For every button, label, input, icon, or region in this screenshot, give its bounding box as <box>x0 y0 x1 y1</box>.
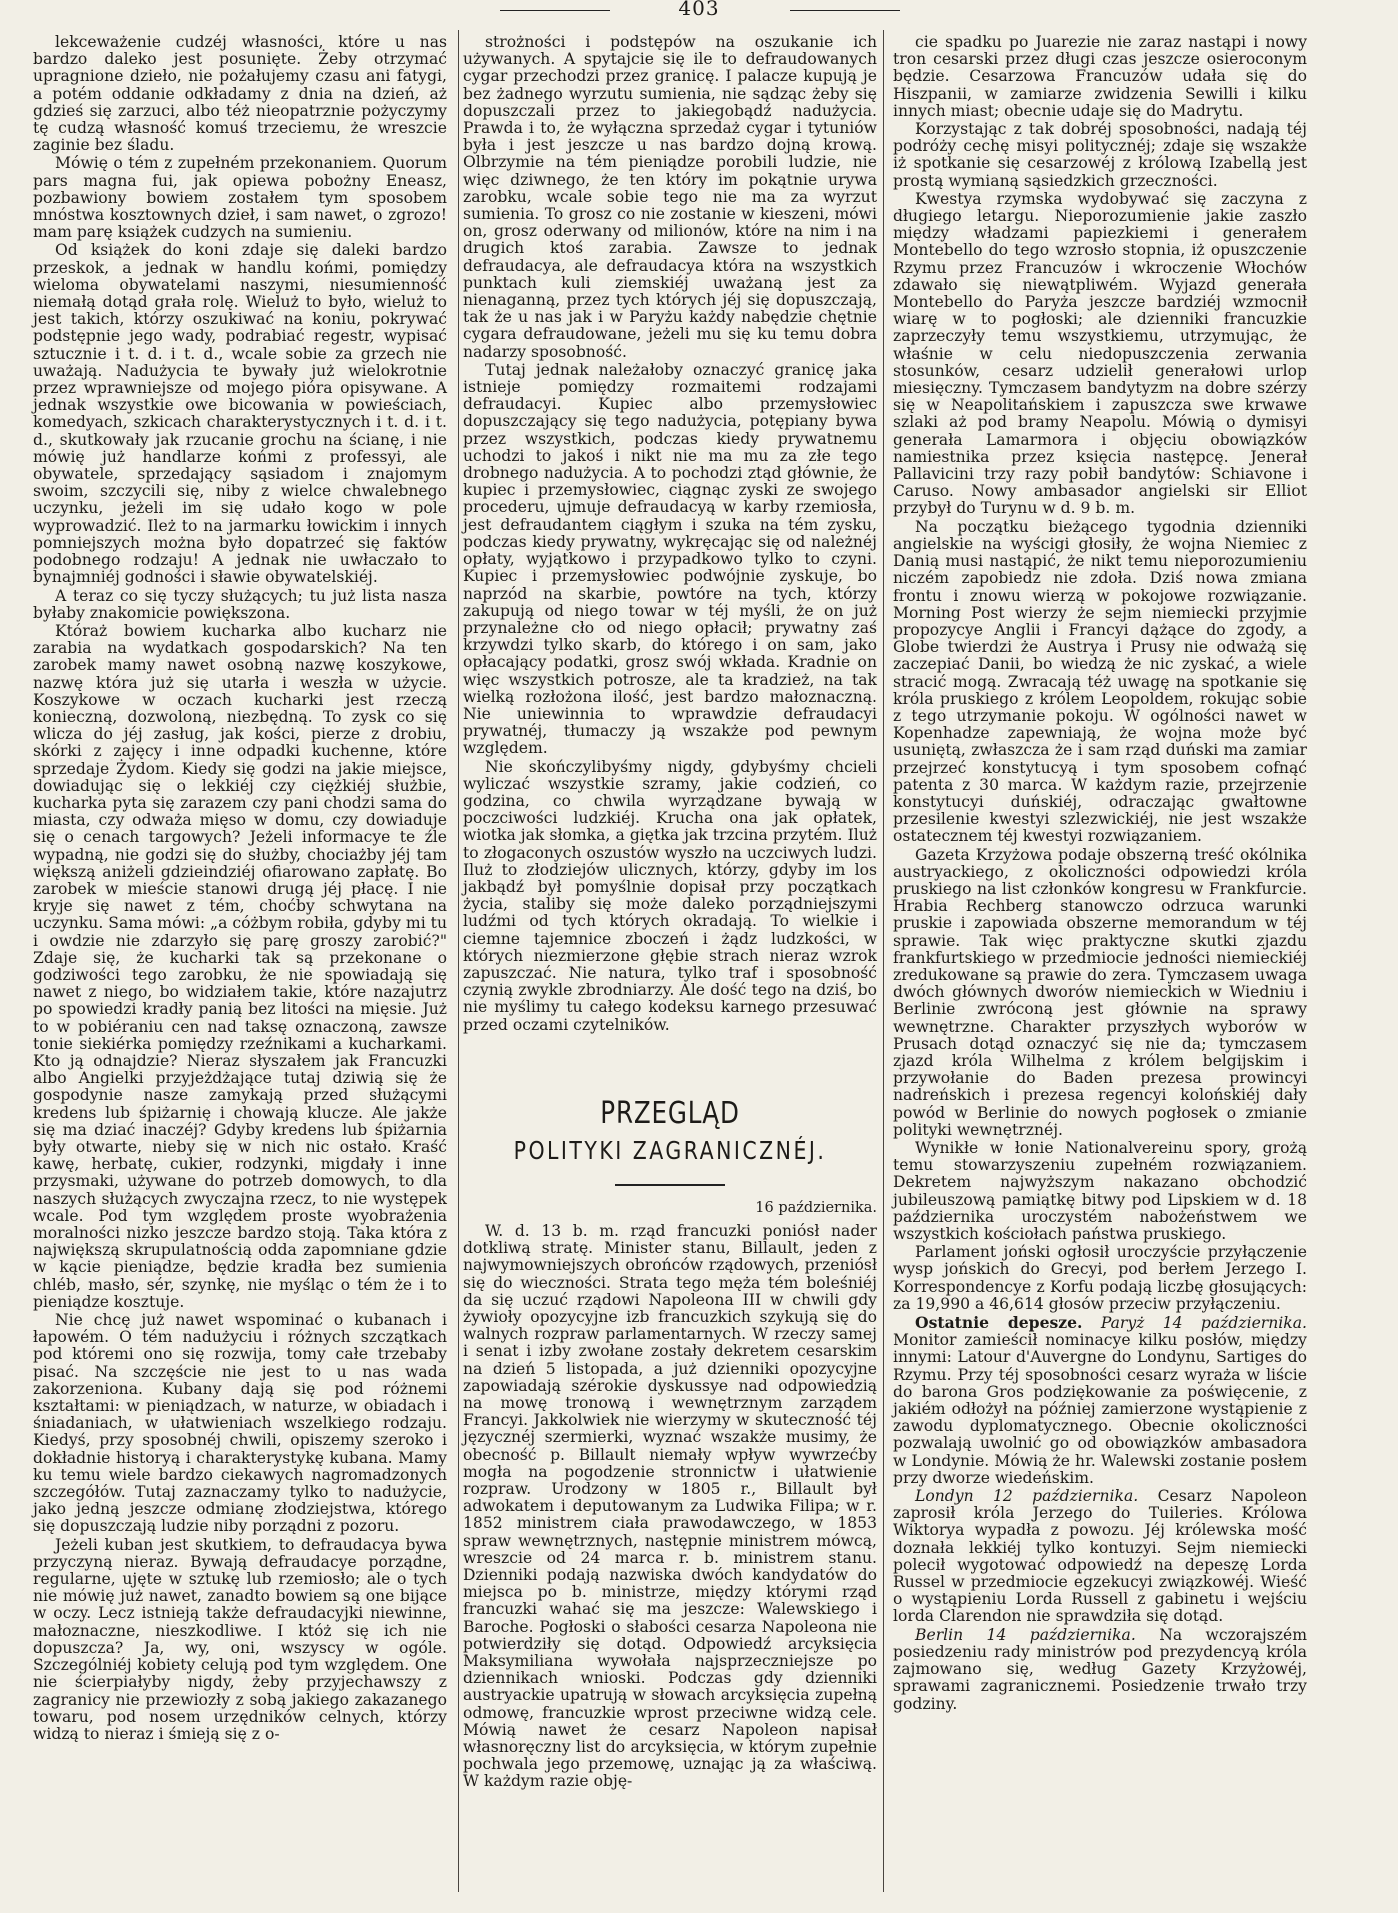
dispatches-heading: Ostatnie depesze. <box>915 1313 1083 1333</box>
paragraph: Któraż bowiem kucharka albo kucharz nie zarabia na wydatkach gospodarskich? Na ten zarobek mamy nawet osobną nazwę koszykowe, nazwę która już się utarła i weszła w użycie. Koszykowe w oczach kucharki jest rzeczą konieczną, dozwoloną, niezbędną. To zysk co się wlicza do jéj zasług, jak kości, pierze z drobiu, skórki z zajęcy i inne odpadki kuchenne, które sprzedaje Żydom. Kiedy się godzi na jakie miejsce, dowiadując się o lekkiéj czy ciężkiéj służbie, kucharka pyta się zarazem czy pani chodzi sama do miasta, czy odważa mięso w domu, czy dowiaduje się o cenach targowych? Jeżeli informacye te źle wypadną, nie godzi się do służby, chociażby jéj tam większą aniżeli gdzieindziéj ofiarowano zapłatę. Bo zarobek w mieście stanowi drugą jéj płacę. I nie kryje się nawet z tém, choćby schwytana na uczynku. Sama mówi: „a cóżbym robiła, gdyby mi tu i owdzie nie zdarzyło się parę groszy zarobić?" Zdaje się, że kucharki tak są przekonane o godziwości tego zarobku, że nie spowiadają się nawet z niego, bo widziałem takie, które nazajutrz po spowiedzi kradły panią bez litości na mięsie. Już to w pobiéraniu cen nad taksę oznaczoną, zawsze tonie siekiérka pomiędzy rzeźnikami a kucharkami. Kto ją odnajdzie? Nieraz słyszałem jak Francuzki albo Angielki przyjeżdżające tutaj dziwią się że gospodynie nasze zamykają przed służącymi kredens lub śpiżarnię i chowają klucze. Ale jakże się ma dziać inaczéj? Gdyby kredens lub śpiżarnia były otwarte, nieby się w nich nic ostało. Kraść kawę, herbatę, cukier, rodzynki, migdały i inne przysmaki, używane do potrzeb domowych, to dla naszych służących zwyczajna rzecz, to nie występek wcale. Pod tym względem proste wyobrażenia moralności nizko jeszcze bardzo stoją. Taka która z największą skrupulatnością odda zapomniane gdzie w kącie pieniądze, będzie kradła bez sumienia chléb, masło, sér, szynkę, nie myśląc o tém że i to pieniądze kosztuje. <box>33 621 447 1311</box>
paragraph: Jeżeli kuban jest skutkiem, to defraudacya bywa przyczyną nieraz. Bywają defraudacye porządne, regularne, ujęte w sztukę lub rzemiosło; ale o tych nie mówię już nawet, zanadto bowiem są one bijące w oczy. Lecz istnieją także defraudacyjki niewinne, małoznaczne, nieszkodliwe. I któż się ich nie dopuszcza? Ja, wy, oni, wszyscy w ogóle. Szczególniéj kobiety celują pod tym względem. One nie ścierpiałyby nigdy, żeby przyjechawszy z zagranicy nie przewiozły z sobą jakiego zakazanego towaru, pod nosem urzędników celnych, którzy widzą to nieraz i śmieją się z o- <box>33 1535 447 1743</box>
paragraph: Na początku bieżącego tygodnia dzienniki angielskie na wyścigi głosiły, że wojna Niemiec z Danią musi nastąpić, że nikt temu nieporozumieniu niczém zapobiedz nie zdoła. Dziś nowa zmiana frontu i znowu wierzą w pokojowe rozwiązanie. Morning Post wierzy że sejm niemiecki przyjmie propozycye Anglii i Francyi dążące do zgody, a Globe twierdzi że Austrya i Prusy nie odważą się zaczepiać Danii, bo wiedzą że nic zyskać, a wiele stracić mogą. Zwracają téż uwagę na spotkanie się króla pruskiego z królem Leopoldem, rokując sobie z tego utrzymanie pokoju. W ogólności nawet w Kopenhadze zapewniają, że wojna może być usuniętą, zwłaszcza że i sam rząd duński ma zamiar przejrzeć konstytucyą i tym sposobem cofnąć patenta z 30 marca. W każdym razie, przejrzenie konstytucyi duńskiéj, odraczając gwałtowne przesilenie kwestyi szlezwickiéj, nie jest wszakże ostatecznem téj kwestyi rozwiązaniem. <box>893 517 1307 846</box>
section-heading <box>463 1094 877 1186</box>
paragraph: Wynikłe w łonie Nationalvereinu spory, grożą temu stowarzyszeniu zupełném rozwiązaniem. Dekretem najwyższym nakazano obchodzić jubileuszową pamiątkę bitwy pod Lipskiem w d. 18 października uroczystém nabożeństwem we wszystkich kościołach państwa pruskiego. <box>893 1139 1307 1244</box>
paragraph: Korzystając z tak dobréj sposobności, nadają téj podróży cechę misyi politycznéj; zdaje się wszakże iż spotkanie się cesarzowéj z królową Izabellą jest prostą wymianą sąsiedzkich grzeczności. <box>893 120 1307 190</box>
paragraph: Mówię o tém z zupełném przekonaniem. Quorum pars magna fui, jak opiewa pobożny Eneasz, pozbawiony bowiem zostałem tym sposobem mnóstwa kosztownych dzieł, i sam nawet, o zgrozo! mam parę książek cudzych na sumieniu. <box>33 154 447 242</box>
column-separator-1 <box>458 30 459 1892</box>
paragraph: Nie skończylibyśmy nigdy, gdybyśmy chcieli wyliczać wszystkie szramy, jakie codzień, co godzina, co chwila wyrządzane bywają w poczciwości ludzkiéj. Krucha ona jak opłatek, wiotka jak słomka, a giętka jak trzcina przytém. Iluż to złogaconych oszustów wyszło na uczciwych ludzi. Iluż to złodziejów ulicznych, którzy, gdyby im los jakbądź był pomyślnie dopisał przy początkach życia, staliby się może daleko porządniejszymi ludźmi od tych których okradają. To wielkie i ciemne tajemnice zboczeń i żądz ludzkości, w których niezmierzone głębie strach nieraz wzrok zapuszczać. Nie natura, tylko traf i sposobność czynią zwykle zbrodniarzy. Ale dość tego na dziś, bo nie myślimy tu całego kodeksu karnego przesuwać przed oczami czytelników. <box>463 757 877 1034</box>
paragraph: Nie chcę już nawet wspominać o kubanach i łapowém. O tém nadużyciu i różnych szczątkach pod któremi ono się rozwija, tomy całe trzebaby pisać. Na szczęście nie jest to u nas wada zakorzeniona. Kubany dają się pod różnemi kształtami: w pieniądzach, w naturze, w obiadach i śniadaniach, w ułatwieniach wszelkiego rodzaju. Kiedyś, przy sposobnéj chwili, opiszemy szeroko i dokładnie historyą i charakterystykę kubana. Mamy ku temu wiele bardzo ciekawych nagromadzonych szczegółów. Tutaj zaznaczamy tylko to nadużycie, jako jedną jeszcze odmianę złodziejstwa, którego się dopuszczają ludzie niby porządni z pozoru. <box>33 1311 447 1536</box>
dispatch-berlin-text: Na wczorajszém posiedzeniu rady ministrów pod prezydencyą króla zajmowano się, według Gazety Krzyżowéj, sprawami zagranicznemi. Posiedzenie trwało trzy godziny. <box>893 1625 1307 1713</box>
dispatch-london-dateline: Londyn 12 października. <box>915 1487 1139 1506</box>
column-1 <box>33 34 447 1744</box>
paragraph: Parlament joński ogłosił uroczyście przyłączenie wysp jońskich do Grecyi, pod berłem Jerzego I. Korrespondencye z Korfu podają liczbę głosujących: za 19,990 a 46,614 głosów przeciw przyłączeniu. <box>893 1243 1307 1313</box>
dispatch-paris-text: Monitor zamieścił nominacye kilku posłów, między innymi: Latour d'Auvergne do Londynu, Sartiges do Rzymu. Przy téj sposobności cesarz wyraża w liście do barona Gros podziękowanie za poświęcenie, z jakiém odłożył na później zamierzone wystąpienie z zawodu dyplomatycznego. Obecnie okoliczności pozwalają uwolnić go od obowiązków ambasadora w Londynie. Mówią że hr. Walewski zostanie posłem przy dworze wiedeńskim. <box>893 1331 1307 1487</box>
dispatch-paris-dateline: Paryż 14 października. <box>1100 1314 1307 1333</box>
page-number: 403 <box>678 0 720 20</box>
column-2 <box>463 34 877 1792</box>
paragraph: W. d. 13 b. m. rząd francuzki poniósł nader dotkliwą stratę. Minister stanu, Billault, jeden z najwymowniejszych obrońców rządowych, przeniósł się do wieczności. Strata tego męża tém boleśniéj da się uczuć rządowi Napoleona III w chwili gdy żywioły opozycyjne izb francuzkich szykują się do walnych rozpraw parlamentarnych. W rzeczy samej i senat i izby zwołane zostały dekretem cesarskim na dzień 5 listopada, a już dzienniki opozycyjne zapowiadają szérokie dyskussye nad odpowiedzią na mowę tronową i wewnętrznym zarządem Francyi. Jakkolwiek nie wierzymy w skuteczność téj języcznéj szermierki, wyznać wszakże musimy, że obecność p. Billault niemały wpływ wywrzećby mogła na pogodzenie stronnictw i ułatwienie rozpraw. Urodzony w 1805 r., Billault był adwokatem i deputowanym za Ludwika Filipa; w r. 1852 ministrem ciała prawodawczego, w 1853 spraw wewnętrznych, następnie ministrem mówcą, wreszcie od 24 marca r. b. ministrem stanu. Dzienniki podają nazwiska dwóch kandydatów do miejsca po b. ministrze, między którymi rząd francuzki wahać się ma jeszcze: Walewskiego i Baroche. Pogłoski o słabości cesarza Napoleona nie potwierdziły się dotąd. Odpowiedź arcyksięcia Maksymiliana wywołała najsprzeczniejsze po dziennikach wnioski. Podczas gdy dzienniki austryackie upatrują w słowach arcyksięcia zupełną odmowę, francuzkie wprost przeciwne widzą cele. Mówią nawet że cesarz Napoleon napisał własnoręczny list do arcyksięcia, w którym zupełnie pochwala jego przemowę, uznając ją za właściwą. W każdym razie obję- <box>463 1221 877 1791</box>
column-2-essay <box>463 34 877 1034</box>
paragraph: A teraz co się tyczy służących; tu już lista nasza byłaby znakomicie powiększona. <box>33 586 447 622</box>
section-rule <box>615 1184 725 1186</box>
paragraph: lekceważenie cudzéj własności, które u nas bardzo daleko jest posunięte. Żeby otrzymać upragnione dzieło, nie pożałujemy czasu ani fatygi, a potém oddanie odkładamy z dnia na dzień, aż gdzieś się zarzuci, albo téż nieopatrznie pożyczymy tę cudzą własność komuś trzeciemu, że wreszcie zaginie bez śladu. <box>33 33 447 155</box>
page-number-rule-right <box>790 10 900 11</box>
dispatch-berlin-dateline: Berlin 14 października. <box>915 1625 1136 1644</box>
column-3 <box>893 34 1307 1714</box>
dispatch-london <box>893 1488 1307 1626</box>
dispatch-london-text: Cesarz Napoleon zaprosił króla Jerzego do Tuileries. Królowa Wiktorya wypadła z powozu. Jéj królewska mość doznała lekkiéj tylko kontuzyi. Sejm niemiecki polecił wygotować odpowiedź na depeszę Lorda Russel w przedmiocie egzekucyi związkowéj. Wieść o wystąpieniu Lorda Russell z gabinetu i wejściu lorda Clarendon nie sprawdziła się dotąd. <box>893 1487 1307 1626</box>
column-3-politics <box>893 34 1307 1313</box>
dispatch-paris <box>893 1314 1307 1487</box>
dispatch-berlin <box>893 1627 1307 1713</box>
section-title-line2: POLITYKI ZAGRANICZNÉJ. <box>513 1135 827 1165</box>
paragraph: Kwestya rzymska wydobywać się zaczyna z długiego letargu. Nieporozumienie jakie zaszło między władzami papiezkiemi i generałem Montebello do tego wzrosło stopnia, iż opuszczenie Rzymu przez Francuzów i wkroczenie Włochów zdawało się niewątpliwém. Wyjazd generała Montebello do Paryża jeszcze bardziéj wzmocnił wiarę w to pogłoski; ale dzienniki francuzkie zaprzeczyły temu wszystkiemu, utrzymując, że właśnie w celu niedopuszczenia zerwania stosunków, cesarz udzielił generałowi urlop miesięczny. Tymczasem bandytyzm na dobre szérzy się w Neapolitańskiem i zapuszcza swe krwawe szlaki aż pod bramy Neapolu. Mówią o dymisyi generała Lamarmora i objęciu obowiązków namiestnika przez księcia następcę. Jenerał Pallavicini trzy razy pobił bandytów: Schiavone i Caruso. Nowy ambasador angielski sir Elliot przybył do Turynu w d. 9 b. m. <box>893 189 1307 518</box>
section-dateline: 16 października. <box>755 1199 877 1216</box>
paragraph: Gazeta Krzyżowa podaje obszerną treść okólnika austryackiego, z okoliczności odpowiedzi króla pruskiego na list członków kongresu w Frankfurcie. Hrabia Rechberg stanowczo odrzuca warunki pruskie i zapowiada obszerne memorandum w téj sprawie. Tak więc praktyczne skutki zjazdu frankfurtskiego w przedmiocie jedności niemieckiéj zredukowane są prawie do zera. Tymczasem uwaga dwóch głównych dworów niemieckich w Wiedniu i Berlinie zwróconą jest głównie na sprawy wewnętrzne. Charakter przyszłych wyborów w Prusach dotąd oznaczyć się nie da; tymczasem zjazd króla Wilhelma z królem belgijskim i przywołanie do Baden prezesa prowincyi nadreńskich i prezesa regencyi kolońskiéj dały powód w Berlinie do nowych pogłosek o zmianie polityki wewnętrznéj. <box>893 845 1307 1139</box>
paragraph: strożności i podstępów na oszukanie ich używanych. A spytajcie się ile to defraudowanych cygar przechodzi przez granicę. I palacze kupują je bez żadnego wyrzutu sumienia, nie sądząc żeby się dopuszczali przez to jakiegobądź nadużycia. Prawda i to, że wyłączna sprzedaż cygar i tytuniów była i jest jeszcze u nas bardzo dojną krową. Olbrzymie na tém pieniądze porobili ludzie, nie więc dziwnego, że ten który im pokątnie urywa zarobku, wcale sobie tego nie ma za wyrzut sumienia. To grosz co nie zostanie w kieszeni, mówi on, grosz oderwany od milionów, które na nim i na drugich ktoś zarabia. Zawsze to jednak defraudacya, ale defraudacya która na wszystkich punktach kuli ziemskiéj uważaną jest za nienaganną, przez tych których jéj się dopuszczają, tak że u nas jak i w Paryżu każdy nabędzie chętnie cygara defraudowane, jeżeli mu się ku temu dobra nadarzy sposobność. <box>463 33 877 361</box>
column-2-politics <box>463 1223 877 1791</box>
column-separator-2 <box>883 30 884 1892</box>
paragraph: Od książek do koni zdaje się daleki bardzo przeskok, a jednak w handlu końmi, pomiędzy wieloma obywatelami naszymi, niesumienność niemałą dotąd grała rolę. Wieluż to było, wieluż to jest takich, którzy oszukiwać na koniu, pokrywać podstępnie jego wady, podrabiać regestr, wypisać sztucznie i t. d. i t. d., wcale sobie za grzech nie uważają. Nadużycia te bywały już wielokrotnie przez wprawniejsze od mojego pióra opisywane. A jednak wszystkie owe bicowania w powieściach, komedyach, szkicach charakterystycznych i t. d. i t. d., skutkowały jak rzucanie grochu na ścianę, i nie mówię już handlarze końmi z professyi, ale obywatele, sprzedający sąsiadom i znajomym swoim, szczycili się, niby z wielce chwalebnego uczynku, jeżeli im się udało kogo w pole wyprowadzić. Ileż to na jarmarku łowickim i innych pomniejszych można było dopatrzeć się faktów podobnego rodzaju! A jednak nie uwłaczało to bynajmniéj godności i sławie obywatelskiéj. <box>33 241 447 587</box>
paragraph: cie spadku po Juarezie nie zaraz nastąpi i nowy tron cesarski przez długi czas jeszcze osieroconym będzie. Cesarzowa Francuzów udała się do Hiszpanii, w zamiarze zwidzenia Sewilli i kilku innych miast; obecnie udaje się do Madrytu. <box>893 33 1307 120</box>
section-title-line1: PRZEGLĄD <box>600 1095 740 1131</box>
paragraph: Tutaj jednak należałoby oznaczyć granicę jaka istnieje pomiędzy rozmaitemi rodzajami defraudacyi. Kupiec albo przemysłowiec dopuszczający się tego nadużycia, potępiany bywa przez wszystkich, podczas kiedy prywatnemu uchodzi to jakoś i nikt nie ma mu za złe tego drobnego nadużycia. A to pochodzi ztąd głównie, że kupiec i przemysłowiec, ciągnąc zyski ze swojego procederu, ujmuje defraudacyą w karby rzemiosła, jest defraudantem ciągłym i szuka na tém zysku, podczas kiedy prywatny, wykręcając się od należnéj opłaty, wyjątkowo i przypadkowo tylko to czyni. Kupiec i przemysłowiec podwójnie zyskuje, bo naprzód na skarbie, powtóre na tych, którzy zakupują od niego towar w téj myśli, że on już przynależne cło od niego opłacił; prywatny zaś krzywdzi tylko skarb, do którego i on sam, jako opłacający podatki, grosz swój wkłada. Kradnie on więc wszystkich potrosze, ale ta kradzież, na tak wielką rozłożona ilość, jest bardzo małoznaczną. Nie uniewinnia to wprawdzie defraudacyi prywatnéj, tłumaczy ją wszakże pod pewnym względem. <box>463 360 877 758</box>
